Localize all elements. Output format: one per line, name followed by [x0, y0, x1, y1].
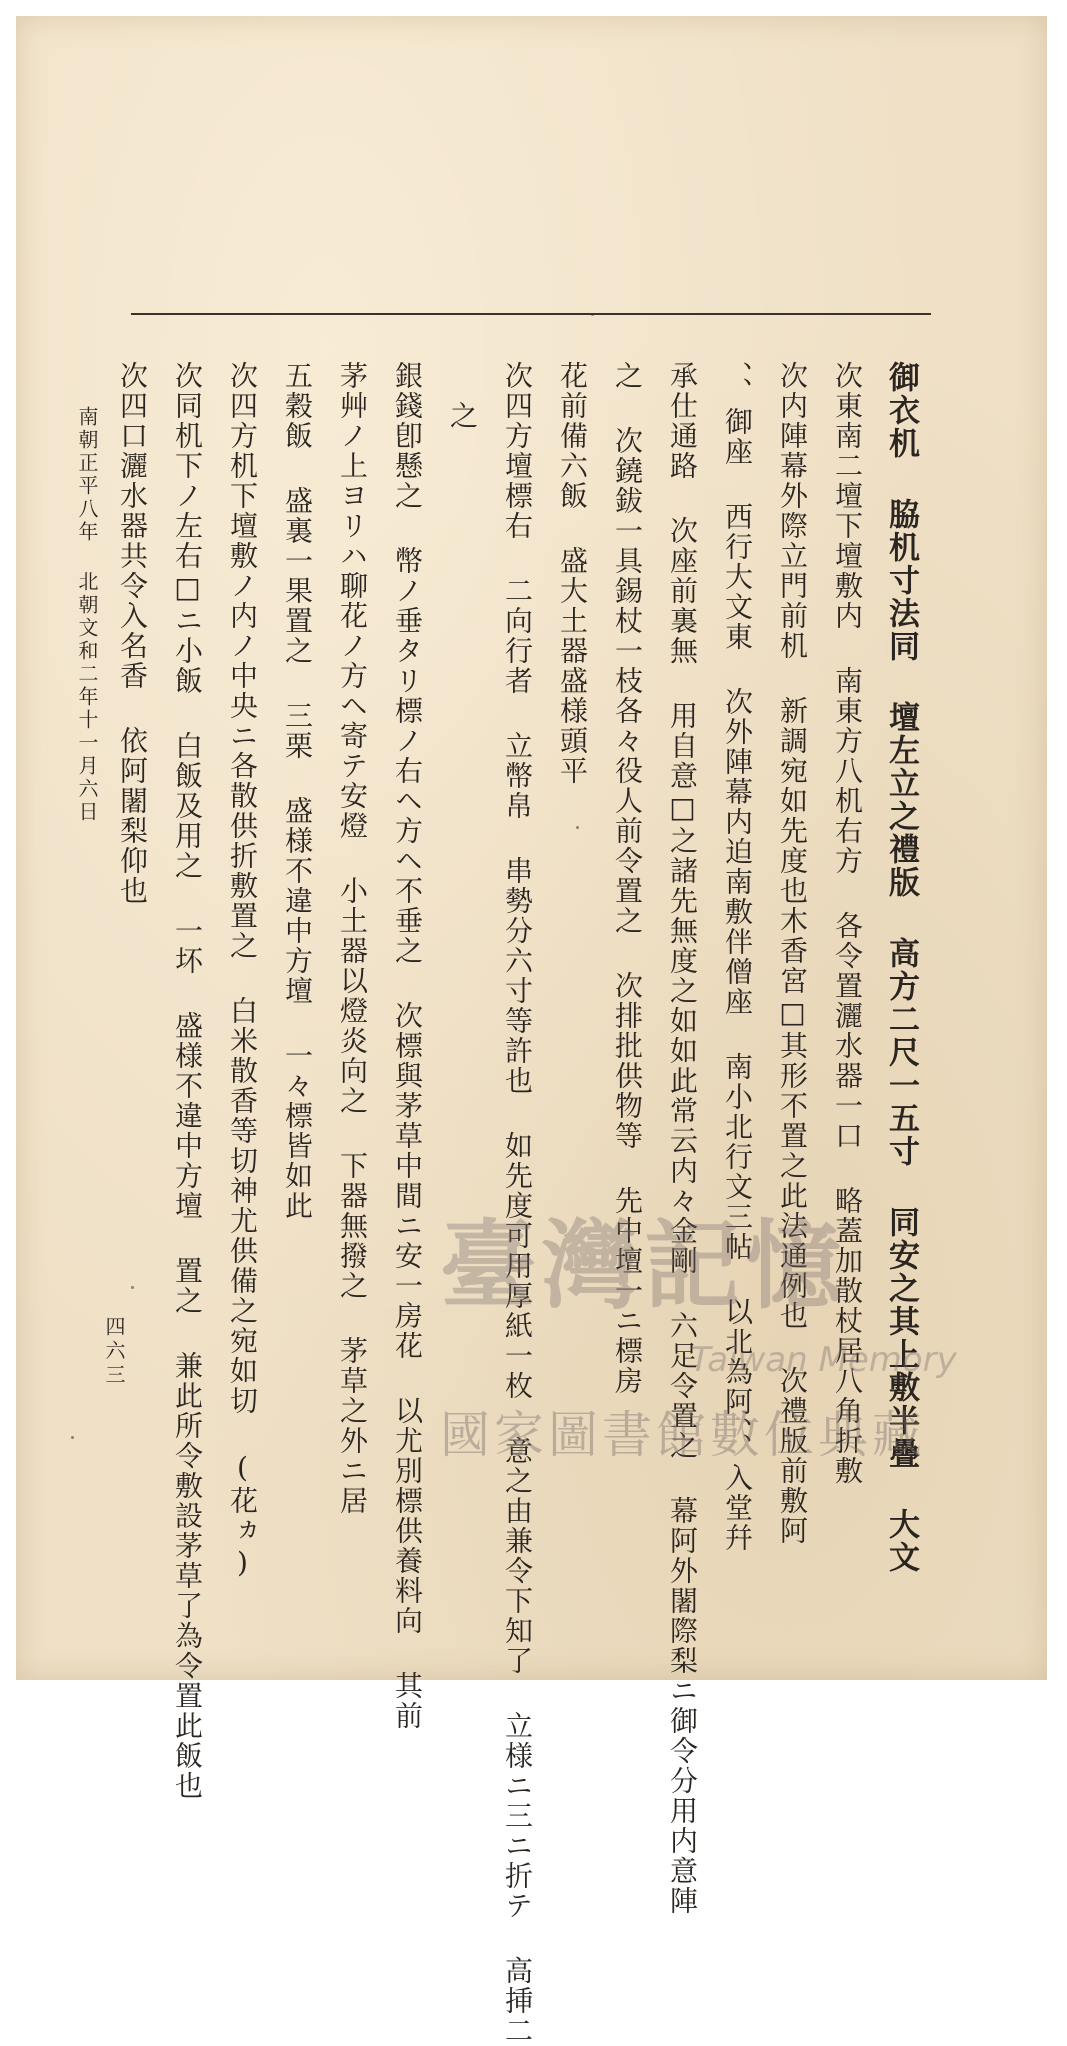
text-column-15: 次四口灑水器共令入名香 依阿闍梨仰也: [116, 361, 149, 906]
watermark-chinese: 國家圖書館數位典藏: [440, 1406, 926, 1464]
text-column-13: 次四方机下壇敷ノ内ノ中央ニ各散供折敷置之 白米散香等切神尤供備之宛如切 (花ヵ): [226, 361, 259, 1581]
text-column-12: 五穀飯 盛裏一果置之 三栗 盛様不違中方壇 一々標皆如此: [281, 361, 314, 1221]
text-column-11: 茅艸ノ上ヨリハ聊花ノ方ヘ寄テ安燈 小土器以燈炎向之 下器無撥之 茅草之外ニ居: [336, 361, 369, 1516]
page-sheet: [16, 16, 1047, 2046]
text-column-9: 之: [446, 401, 479, 431]
text-column-14: 次同机下ノ左右□ニ小飯 白飯及用之 一坏 盛様不違中方壇 置之 兼此所令敷設茅草了為令置此飯也: [171, 361, 204, 1801]
text-column-7: 花前備六飯 盛大土器盛様頭平: [556, 361, 589, 786]
page-number: 四六三: [102, 1316, 126, 1388]
speck: [71, 1436, 74, 1439]
text-column-4: 、、御座 西行大文東 次外陣幕内迫南敷伴僧座 南小北行文三帖 以北為阿、、入堂幷: [721, 361, 754, 1553]
header-rule: [131, 313, 931, 315]
speck: [576, 826, 579, 829]
speck: [131, 1286, 134, 1289]
text-column-10: 銀錢卽懸之 幣ノ垂タリ標ノ右ヘ方ヘ不垂之 次標與茅草中間ニ安一房花 以尤別標供養料向 其前: [391, 361, 424, 1731]
text-column-6: 之 次鐃鈸一具錫杖一枝各々役人前令置之 次排批供物等 先中壇一ニ標房: [611, 361, 644, 1396]
text-column-3: 次内陣幕外際立門前机 新調宛如先度也木香宮□其形不置之此法通例也 次禮版前敷阿: [776, 361, 809, 1546]
text-column-5: 承仕通路 次座前裏無 用自意□之諸先無度之如如此常云内々金剛 六足令置之 幕阿外闍際梨ニ御令分用内意陣: [666, 361, 699, 1916]
watermark-english: Taiwan Memory: [690, 1340, 957, 1380]
speck: [591, 313, 594, 316]
text-column-2: 次東南二壇下壇敷内 南東方八机右方 各令置灑水器一口 略蓋加散杖居八角折敷: [831, 361, 864, 1486]
text-column-1: 御衣机 脇机寸法同 壇左立之禮版 高方二尺一五寸 同安之其上敷半疊 大文: [883, 361, 919, 1574]
footer-date: 南朝正平八年 北朝文和二年十一月六日: [75, 406, 99, 824]
text-column-8: 次四方壇標右 二向行者 立幣帛 串勢分六寸等許也 如先度可用厚紙一枚 意之由兼令下知了 立様ニ三ニ折テ 高挿二: [501, 361, 534, 2046]
watermark-logo: 臺灣記憶: [440, 1209, 848, 1322]
